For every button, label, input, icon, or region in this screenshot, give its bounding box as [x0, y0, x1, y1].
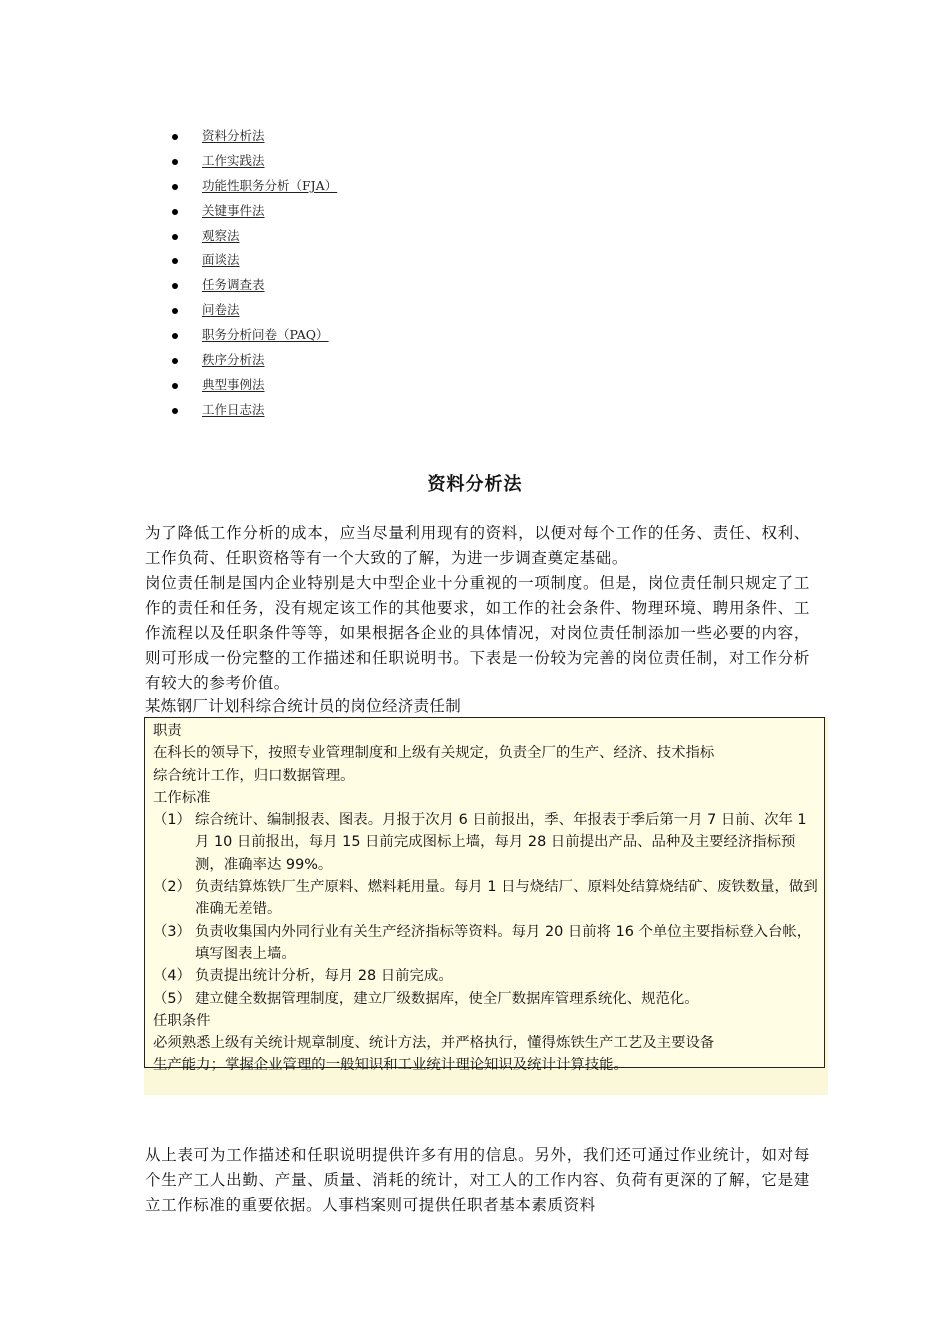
- link-sequence-analysis[interactable]: 秩序分析法: [202, 352, 265, 368]
- bullet-icon: [172, 258, 178, 264]
- link-critical-incident[interactable]: 关键事件法: [202, 202, 265, 218]
- item-text: 建立健全数据管理制度，建立厂级数据库，使全厂数据库管理系统化、规范化。: [195, 990, 699, 1007]
- link-work-log[interactable]: 工作日志法: [202, 401, 265, 417]
- closing-paragraph: 从上表可为工作描述和任职说明提供许多有用的信息。另外，我们还可通过作业统计，如对每个生产工人出勤、产量、质量、消耗的统计，对工人的工作内容、负荷有更深的了解，它是建立工作标准的重要依据。人事档案则可提供任职者基本素质资料: [145, 1146, 810, 1214]
- bullet-icon: [172, 234, 178, 240]
- link-task-survey[interactable]: 任务调查表: [202, 277, 265, 293]
- responsibility-table: [144, 717, 825, 1074]
- section-title: 资料分析法: [427, 474, 523, 495]
- bullet-icon: [172, 308, 178, 314]
- bullet-icon: [172, 134, 178, 140]
- list-item: [0, 273, 950, 298]
- bullet-icon: [172, 358, 178, 364]
- method-link-list: [0, 124, 950, 423]
- item-text: 负责收集国内外同行业有关生产经济指标等资料。每月 20 日前将 16 个单位主要指标登入台帐，填写图表上墙。: [195, 923, 812, 962]
- duty-text-line: 综合统计工作，归口数据管理。: [153, 767, 355, 784]
- standard-item: [153, 921, 824, 966]
- bullet-icon: [172, 283, 178, 289]
- bullet-icon: [172, 408, 178, 414]
- bullet-icon: [172, 159, 178, 165]
- duty-heading: 职责: [153, 723, 182, 739]
- list-item: [0, 298, 950, 323]
- link-paq[interactable]: 职务分析问卷（PAQ）: [202, 327, 329, 343]
- list-item: [0, 149, 950, 174]
- link-fja[interactable]: 功能性职务分析（FJA）: [202, 177, 338, 193]
- item-number: （1）: [153, 812, 191, 829]
- bullet-icon: [172, 333, 178, 339]
- link-questionnaire[interactable]: 问卷法: [202, 302, 240, 318]
- bullet-icon: [172, 184, 178, 190]
- bullet-icon: [172, 383, 178, 389]
- item-number: （2）: [153, 879, 191, 896]
- link-typical-case[interactable]: 典型事例法: [202, 376, 265, 392]
- list-item: [0, 348, 950, 373]
- list-item: [0, 199, 950, 224]
- link-interview[interactable]: 面谈法: [202, 252, 240, 268]
- list-item: [0, 224, 950, 249]
- standard-item: [153, 965, 824, 987]
- duty-text-line: 在科长的领导下，按照专业管理制度和上级有关规定，负责全厂的生产、经济、技术指标: [153, 745, 715, 762]
- list-item: [0, 373, 950, 398]
- link-observation[interactable]: 观察法: [202, 227, 240, 243]
- item-text: 负责结算炼铁厂生产原料、燃料耗用量。每月 1 日与烧结厂、原料处结算烧结矿、废铁数量，做到准确无差错。: [195, 879, 818, 918]
- link-work-practice[interactable]: 工作实践法: [202, 152, 265, 168]
- list-item: [0, 248, 950, 273]
- item-number: （3）: [153, 923, 191, 940]
- table-caption: 某炼钢厂计划科综合统计员的岗位经济责任制: [145, 697, 462, 715]
- standard-item: [153, 988, 824, 1010]
- list-item: [0, 124, 950, 149]
- standard-item: [153, 809, 824, 876]
- standard-heading: 工作标准: [153, 789, 211, 806]
- list-item: [0, 174, 950, 199]
- qualification-heading: 任职条件: [153, 1012, 211, 1029]
- list-item: [0, 398, 950, 423]
- item-number: （5）: [153, 990, 191, 1007]
- responsibility-paragraph: 岗位责任制是国内企业特别是大中型企业十分重视的一项制度。但是，岗位责任制只规定了工作的责任和任务，没有规定该工作的其他要求，如工作的社会条件、物理环境、聘用条件、工作流程以及任职条件等等，如果根据各企业的具体情况，对岗位责任制添加一些必要的内容，则可形成一份完整的工作描述和任职说明书。下表是一份较为完善的岗位责任制，对工作分析有较大的参考价值。: [145, 574, 810, 692]
- qualification-text-line: 生产能力；掌握企业管理的一般知识和工业统计理论知识及统计计算技能。: [153, 1057, 628, 1074]
- intro-paragraph: 为了降低工作分析的成本，应当尽量利用现有的资料，以便对每个工作的任务、责任、权利、工作负荷、任职资格等有一个大致的了解，为进一步调查奠定基础。: [145, 524, 810, 567]
- link-data-analysis[interactable]: 资料分析法: [202, 128, 265, 143]
- item-number: （4）: [153, 968, 191, 985]
- bullet-icon: [172, 209, 178, 215]
- standard-item: [153, 876, 824, 921]
- item-text: 综合统计、编制报表、图表。月报于次月 6 日前报出，季、年报表于季后第一月 7 日前、次年 1 月 10 日前报出，每月 15 日前完成图标上墙，每月 28 日前提出产品、品种及主要经济指标预测，准确率达 99%。: [195, 812, 807, 873]
- item-text: 负责提出统计分析，每月 28 日前完成。: [195, 968, 453, 985]
- qualification-text-line: 必须熟悉上级有关统计规章制度、统计方法，并严格执行，懂得炼铁生产工艺及主要设备: [153, 1035, 715, 1052]
- list-item: [0, 323, 950, 348]
